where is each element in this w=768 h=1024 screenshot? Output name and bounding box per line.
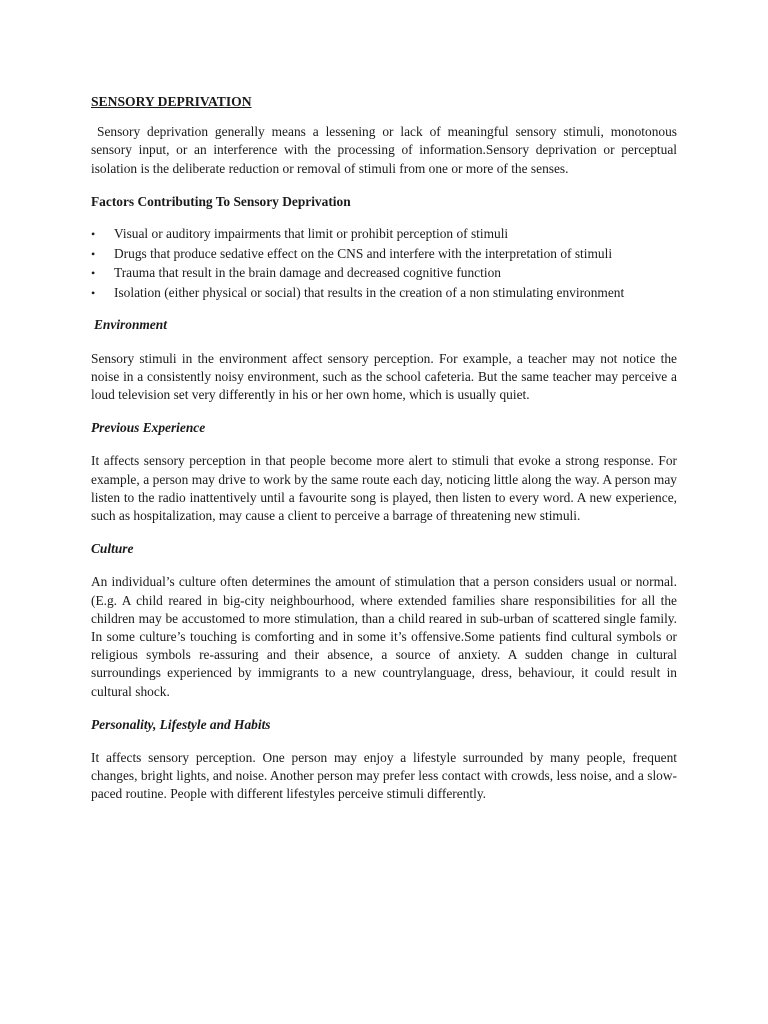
environment-paragraph: Sensory stimuli in the environment affect sensory perception. For example, a teacher may not notice the noise in a consistently noisy environment, such as the school cafeteria. But the same teacher may perceive a loud television set very differently in his or her own home, which is usually quiet. — [91, 350, 677, 402]
list-item-text: Visual or auditory impairments that limit or prohibit perception of stimuli — [114, 226, 509, 242]
bullet-icon: • — [91, 286, 96, 301]
list-item — [91, 225, 677, 243]
list-item-text: Trauma that result in the brain damage and decreased cognitive function — [114, 265, 501, 281]
document-title: SENSORY DEPRIVATION — [91, 94, 252, 109]
document-page — [91, 93, 677, 819]
list-item — [91, 264, 677, 282]
bullet-icon: • — [91, 266, 96, 281]
personality-paragraph: It affects sensory perception. One person may enjoy a lifestyle surrounded by many people, frequent changes, bright lights, and noise. Another person may prefer less contact with crowds, less noise, and a slow-paced routine. People with different lifestyles perceive stimuli differently. — [91, 749, 677, 802]
list-item — [91, 284, 677, 302]
environment-heading: Environment — [94, 317, 167, 333]
bullet-icon: • — [91, 246, 96, 261]
bullet-icon: • — [91, 227, 96, 242]
list-item — [91, 245, 677, 263]
previous-experience-paragraph: It affects sensory perception in that people become more alert to stimuli that evoke a strong response. For example, a person may drive to work by the same route each day, noticing little along the way. A person may listen to the radio inattentively until a favourite song is played, then listen to every word. A new experience, such as hospitalization, may cause a client to perceive a barrage of threatening new stimuli. — [91, 453, 677, 523]
personality-heading: Personality, Lifestyle and Habits — [91, 716, 271, 732]
intro-paragraph: Sensory deprivation generally means a lessening or lack of meaningful sensory stimuli, monotonous sensory input, or an interference with the processing of information.Sensory deprivation or perceptual isolation is the deliberate reduction or removal of stimuli from one or more of the senses. — [91, 124, 677, 176]
culture-paragraph: An individual’s culture often determines the amount of stimulation that a person considers usual or normal. (E.g. A child reared in big-city neighbourhood, where extended families share responsibilities for all the children may be accustomed to more stimulation, than a child reared in sub-urban of scattered single family. In some culture’s touching is comforting and in some it’s offensive.Some patients find cultural symbols or religious symbols re-assuring and their absence, a source of anxiety. A sudden change in cultural surroundings experienced by immigrants to a new countrylanguage, dress, behaviour, it could result in cultural shock. — [91, 574, 677, 699]
list-item-text: Drugs that produce sedative effect on the CNS and interfere with the interpretation of stimuli — [114, 245, 613, 261]
culture-heading: Culture — [91, 541, 134, 557]
list-item-text: Isolation (either physical or social) that results in the creation of a non stimulating environment — [114, 285, 625, 301]
factors-list — [91, 225, 677, 302]
previous-experience-heading: Previous Experience — [91, 420, 206, 436]
factors-heading: Factors Contributing To Sensory Deprivation — [91, 193, 351, 209]
